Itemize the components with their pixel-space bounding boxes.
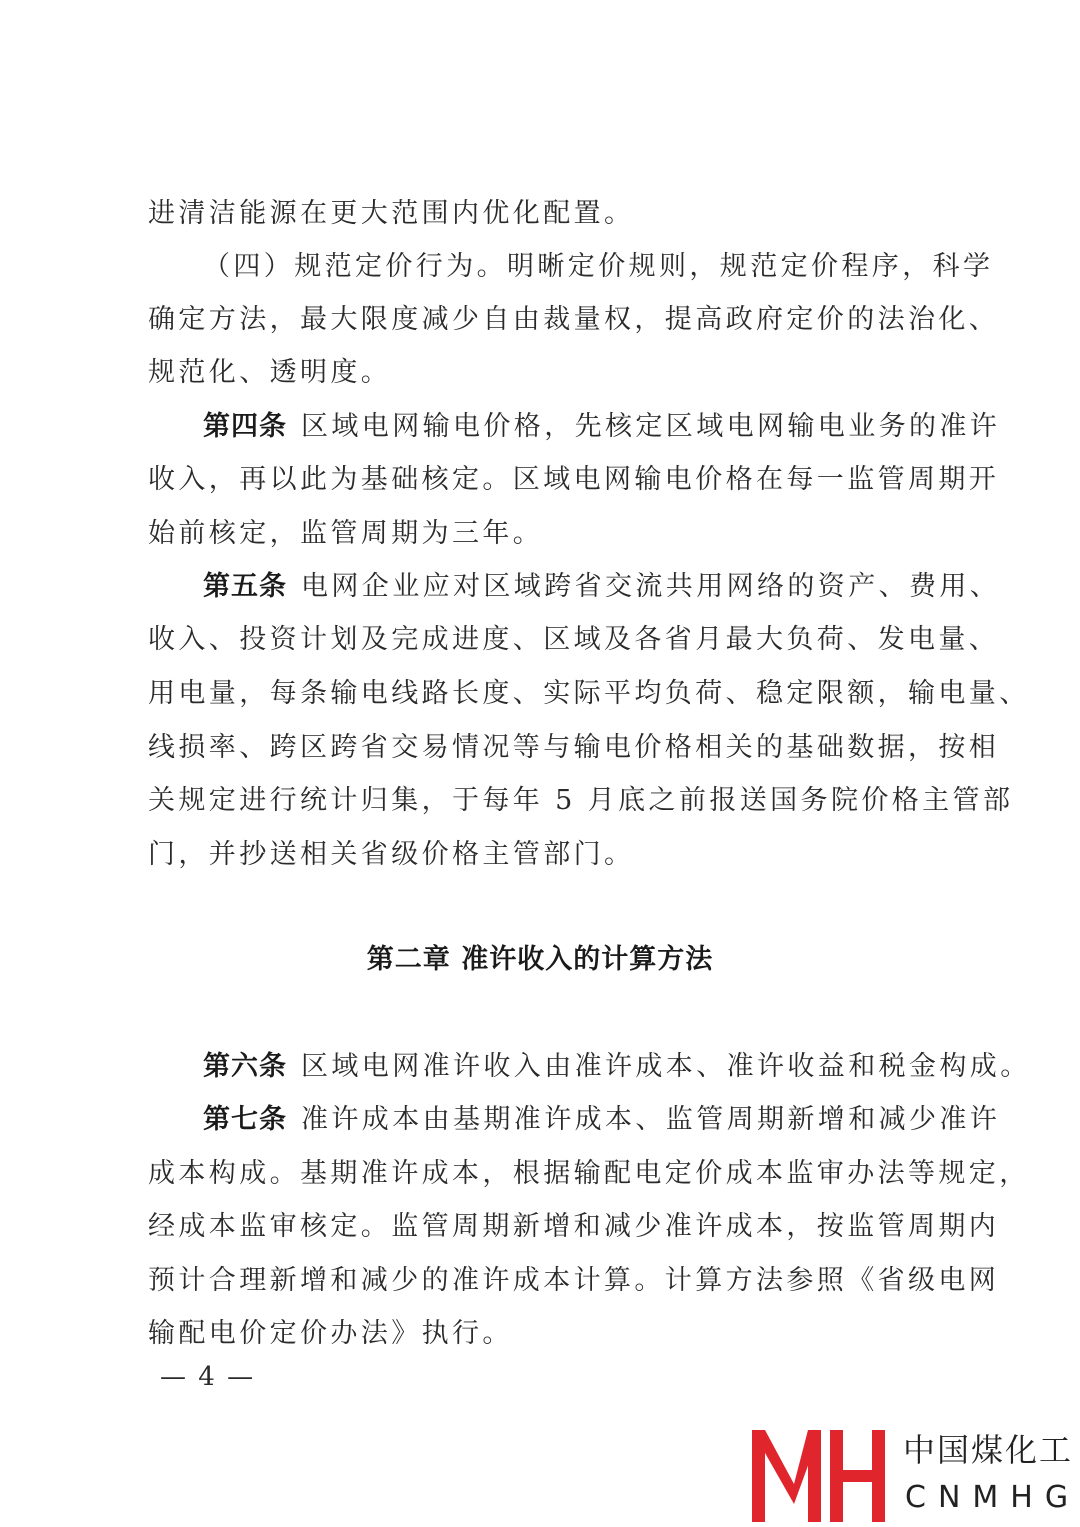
article-5-line — [203, 569, 1001, 605]
text-line: 电网企业应对区域跨省交流共用网络的资产、费用、 — [301, 571, 1001, 602]
watermark-chinese: 中国煤化工 — [903, 1431, 1074, 1469]
text-line: 始前核定，监管周期为三年。 — [148, 518, 544, 549]
article-4-line — [203, 409, 1001, 445]
watermark-logo — [748, 1420, 1078, 1525]
text-line: 准许成本由基期准许成本、监管周期新增和减少准许 — [301, 1104, 1001, 1135]
article-6-line — [203, 1049, 1031, 1085]
page-number: — 4 — — [160, 1362, 256, 1392]
text-line: 用电量，每条输电线路长度、实际平均负荷、稳定限额，输电量、 — [148, 678, 1030, 709]
text-line: 门，并抄送相关省级价格主管部门。 — [148, 839, 635, 870]
text-line: 经成本监审核定。监管周期新增和减少准许成本，按监管周期内 — [148, 1211, 1000, 1242]
text-line: 区域电网输电价格，先核定区域电网输电业务的准许 — [301, 411, 1001, 442]
text-line: 关规定进行统计归集，于每年 5 月底之前报送国务院价格主管部 — [148, 785, 1014, 816]
text-line: 预计合理新增和减少的准许成本计算。计算方法参照《省级电网 — [148, 1265, 1000, 1296]
chapter-title: 第二章 准许收入的计算方法 — [366, 944, 714, 975]
text-line: 收入、投资计划及完成进度、区域及各省月最大负荷、发电量、 — [148, 624, 1000, 655]
text-line: 确定方法，最大限度减少自由裁量权，提高政府定价的法治化、 — [148, 304, 1000, 335]
watermark-english: CNMHG — [905, 1480, 1080, 1515]
article-5-label: 第五条 — [203, 571, 287, 602]
article-7-line — [203, 1102, 1001, 1138]
text-line: 收入，再以此为基础核定。区域电网输电价格在每一监管周期开 — [148, 464, 1000, 495]
text-line: 进清洁能源在更大范围内优化配置。 — [148, 198, 635, 229]
text-line: 输配电价定价办法》执行。 — [148, 1318, 513, 1349]
article-6-label: 第六条 — [203, 1051, 287, 1082]
article-7-label: 第七条 — [203, 1104, 287, 1135]
text-line: 规范化、透明度。 — [148, 357, 392, 388]
text-line: 成本构成。基期准许成本，根据输配电定价成本监审办法等规定， — [148, 1158, 1030, 1189]
article-4-label: 第四条 — [203, 411, 287, 442]
text-line: 线损率、跨区跨省交易情况等与输电价格相关的基础数据，按相 — [148, 732, 1000, 763]
text-line: 区域电网准许收入由准许成本、准许收益和税金构成。 — [301, 1051, 1031, 1082]
logo-mark-icon — [748, 1420, 898, 1525]
text-line: （四）规范定价行为。明晰定价规则，规范定价程序，科学 — [203, 251, 994, 282]
